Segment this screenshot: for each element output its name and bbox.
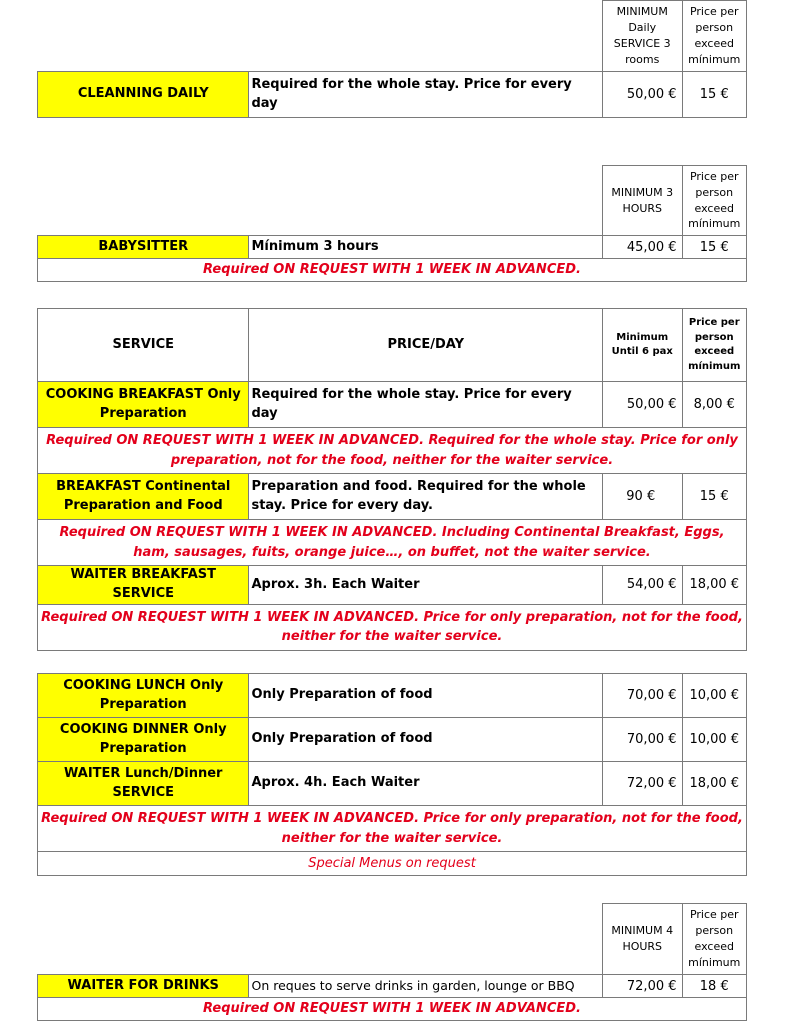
price-per-person: 15 € (682, 72, 746, 118)
cleaning-table (37, 0, 747, 118)
price-per-person: 10,00 € (682, 718, 746, 762)
service-price: 54,00 € (602, 566, 682, 605)
service-name: WAITER FOR DRINKS (38, 975, 249, 998)
service-price: 90 € (602, 474, 682, 520)
price-per-person: 18,00 € (682, 762, 746, 806)
header-price-per-person: Price per person exceed mínimum (682, 166, 746, 236)
price-per-person: 15 € (682, 236, 746, 259)
request-note: Required ON REQUEST WITH 1 WEEK IN ADVANCED. Price for only preparation, not for the food, neither for the waiter service. (38, 604, 747, 650)
service-name: BABYSITTER (38, 236, 249, 259)
request-note: Required ON REQUEST WITH 1 WEEK IN ADVANCED. Required for the whole stay. Price for only preparation, not for the food, neither for the waiter service. (38, 428, 747, 474)
service-price: 50,00 € (602, 382, 682, 428)
service-name: COOKING LUNCH Only Preparation (38, 674, 249, 718)
request-note: Required ON REQUEST WITH 1 WEEK IN ADVANCED. Price for only preparation, not for the food, neither for the waiter service. (38, 806, 747, 852)
header-price-per-person: Price per person exceed mínimum (682, 309, 746, 382)
service-price: 50,00 € (602, 72, 682, 118)
header-minimum: MINIMUM 4 HOURS (602, 904, 682, 975)
service-description: On reques to serve drinks in garden, lounge or BBQ (249, 975, 602, 998)
service-price: 72,00 € (602, 975, 682, 998)
request-note: Required ON REQUEST WITH 1 WEEK IN ADVANCED. (38, 259, 747, 282)
breakfast-table (37, 308, 747, 651)
service-name: CLEANNING DAILY (38, 72, 249, 118)
header-price-per-person: Price per person exceed mínimum (682, 904, 746, 975)
service-description: Required for the whole stay. Price for every day (249, 382, 602, 428)
header-price-day: PRICE/DAY (249, 309, 602, 382)
service-name: WAITER BREAKFAST SERVICE (38, 566, 249, 605)
service-description: Only Preparation of food (249, 674, 602, 718)
lunch-dinner-table (37, 673, 747, 876)
service-description: Preparation and food. Required for the whole stay. Price for every day. (249, 474, 602, 520)
drinks-table (37, 903, 747, 1021)
service-description: Mínimum 3 hours (249, 236, 602, 259)
service-description: Required for the whole stay. Price for every day (249, 72, 602, 118)
header-minimum: MINIMUM 3 HOURS (602, 166, 682, 236)
header-price-per-person: Price per person exceed mínimum (682, 1, 746, 72)
service-description: Aprox. 4h. Each Waiter (249, 762, 602, 806)
header-minimum: MINIMUM Daily SERVICE 3 rooms (602, 1, 682, 72)
service-name: COOKING DINNER Only Preparation (38, 718, 249, 762)
service-description: Only Preparation of food (249, 718, 602, 762)
service-price: 70,00 € (602, 718, 682, 762)
babysitter-table (37, 165, 747, 282)
price-per-person: 10,00 € (682, 674, 746, 718)
header-service: SERVICE (38, 309, 249, 382)
service-price: 72,00 € (602, 762, 682, 806)
price-per-person: 15 € (682, 474, 746, 520)
service-description: Aprox. 3h. Each Waiter (249, 566, 602, 605)
price-per-person: 8,00 € (682, 382, 746, 428)
service-name: BREAKFAST Continental Preparation and Food (38, 474, 249, 520)
request-note: Required ON REQUEST WITH 1 WEEK IN ADVANCED. (38, 998, 747, 1021)
price-per-person: 18,00 € (682, 566, 746, 605)
service-name: WAITER Lunch/Dinner SERVICE (38, 762, 249, 806)
special-menus-note: Special Menus on request (38, 852, 747, 876)
request-note: Required ON REQUEST WITH 1 WEEK IN ADVANCED. Including Continental Breakfast, Eggs, ham, sausages, fuits, orange juice…, on buffet, not the waiter service. (38, 520, 747, 566)
header-minimum: Minimum Until 6 pax (602, 309, 682, 382)
service-price: 45,00 € (602, 236, 682, 259)
service-price: 70,00 € (602, 674, 682, 718)
price-per-person: 18 € (682, 975, 746, 998)
service-name: COOKING BREAKFAST Only Preparation (38, 382, 249, 428)
